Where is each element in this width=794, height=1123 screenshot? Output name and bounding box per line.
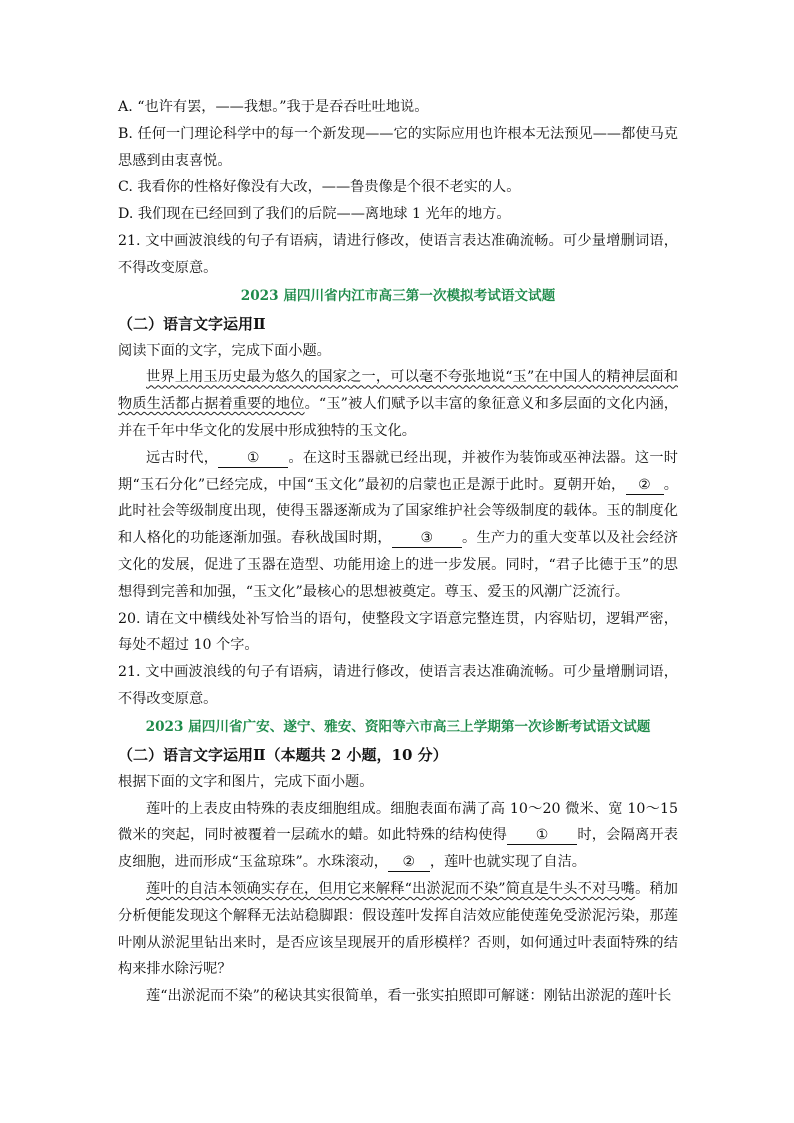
jade-paragraph-1 (118, 364, 678, 444)
instruction-1: 阅读下面的文字，完成下面小题。 (118, 342, 331, 359)
lotus-paragraph-2 (118, 876, 678, 983)
instruction-2: 根据下面的文字和图片，完成下面小题。 (118, 773, 374, 790)
source-title-neijiang: 2023 届四川省内江市高三第一次模拟考试语文试题 (240, 287, 556, 304)
option-d: D. 我们现在已经回到了我们的后院——离地球 1 光年的地方。 (118, 206, 511, 223)
lotus-paragraph-1 (118, 796, 678, 876)
jade-text-a: 远古时代， (146, 449, 219, 466)
blank-2: ② (626, 476, 664, 495)
question-21-first: 21. 文中画波浪线的句子有语病，请进行修改，使语言表达准确流畅。可少量增删词语，不得改变原意。 (118, 232, 678, 276)
jade-text-c: 。此时社会等级制度出现，使得玉器逐渐成为了国家维护社会等级制度的载体。玉的制度化和人格化的功能逐渐加强。春秋战国时期， (118, 476, 678, 547)
wavy-sentence-2: 莲叶的自洁本领确实存在，但用它来解释“出淤泥而不染”简直是牛头不对马嘴 (146, 880, 636, 897)
lotus-text-b: 时，会隔离开表皮细胞，进而形成“玉盆琼珠”。水珠滚动， (118, 827, 678, 871)
lotus-text-c: ，莲叶也就实现了自洁。 (429, 854, 586, 871)
jade-paragraph-1-rest: 。“玉”被人们赋予以丰富的象征意义和多层面的文化内涵，并在千年中华文化的发展中形成独特的玉文化。 (118, 396, 678, 439)
section-heading-1: （二）语言文字运用Ⅱ (118, 314, 266, 333)
blank-3: ③ (392, 529, 462, 548)
lotus-paragraph-3: 莲“出淤泥而不染”的秘诀其实很简单，看一张实拍照即可解谜：刚钻出淤泥的莲叶长 (146, 988, 672, 1005)
lotus-blank-2: ② (388, 853, 430, 872)
blank-1: ① (218, 449, 288, 468)
lotus-paragraph-2-rest: 。稍加分析便能发现这个解释无法站稳脚跟：假设莲叶发挥自洁效应能使莲免受淤泥污染，那莲叶刚从淤泥里钻出来时，是否应该呈现展开的盾形模样？否则，如何通过叶表面特殊的结构来排水除污呢？ (118, 880, 678, 978)
document-page (118, 94, 678, 1010)
jade-text-d: 。生产力的重大变革以及社会经济文化的发展，促进了玉器在造型、功能用途上的进一步发展。同时，“君子比德于玉”的思想得到完善和加强，“玉文化”最核心的思想被奠定。尊玉、爱玉的风潮广泛流行。 (118, 530, 678, 600)
option-a: A. “也许有罢，——我想。”我于是吞吞吐吐地说。 (118, 99, 429, 115)
section-heading-2: （二）语言文字运用Ⅱ（本题共 2 小题，10 分） (118, 745, 448, 764)
wavy-sentence-1: 世界上用玉历史最为悠久的国家之一，可以毫不夸张地说“玉”在中国人的精神层面和物质生活都占据着重要的地位 (118, 369, 678, 413)
option-c: C. 我看你的性格好像没有大改，——鲁贵像是个很不老实的人。 (118, 179, 521, 196)
jade-text-b: 。在这时玉器就已经出现，并被作为装饰或巫神法器。这一时期“玉石分化”已经完成，中国“玉文化”最初的启蒙也正是源于此时。夏朝开始， (118, 449, 678, 493)
lotus-text-a: 莲叶的上表皮由特殊的表皮细胞组成。细胞表面布满了高 10～20 微米、宽 10～15 微米的突起，同时被覆着一层疏水的蜡。如此特殊的结构使得 (118, 800, 678, 844)
source-title-guangan: 2023 届四川省广安、遂宁、雅安、资阳等六市高三上学期第一次诊断考试语文试题 (145, 718, 651, 735)
option-b: B. 任何一门理论科学中的每一个新发现——它的实际应用也许根本无法预见——都使马克思感到由衷喜悦。 (118, 125, 678, 169)
lotus-blank-1: ① (507, 826, 577, 845)
jade-paragraph-2 (118, 445, 678, 606)
question-20: 20. 请在文中横线处补写恰当的语句，使整段文字语意完整连贯，内容贴切，逻辑严密，每处不超过 10 个字。 (118, 610, 678, 654)
question-21-second: 21. 文中画波浪线的句子有语病，请进行修改，使语言表达准确流畅。可少量增删词语，不得改变原意。 (118, 664, 678, 707)
